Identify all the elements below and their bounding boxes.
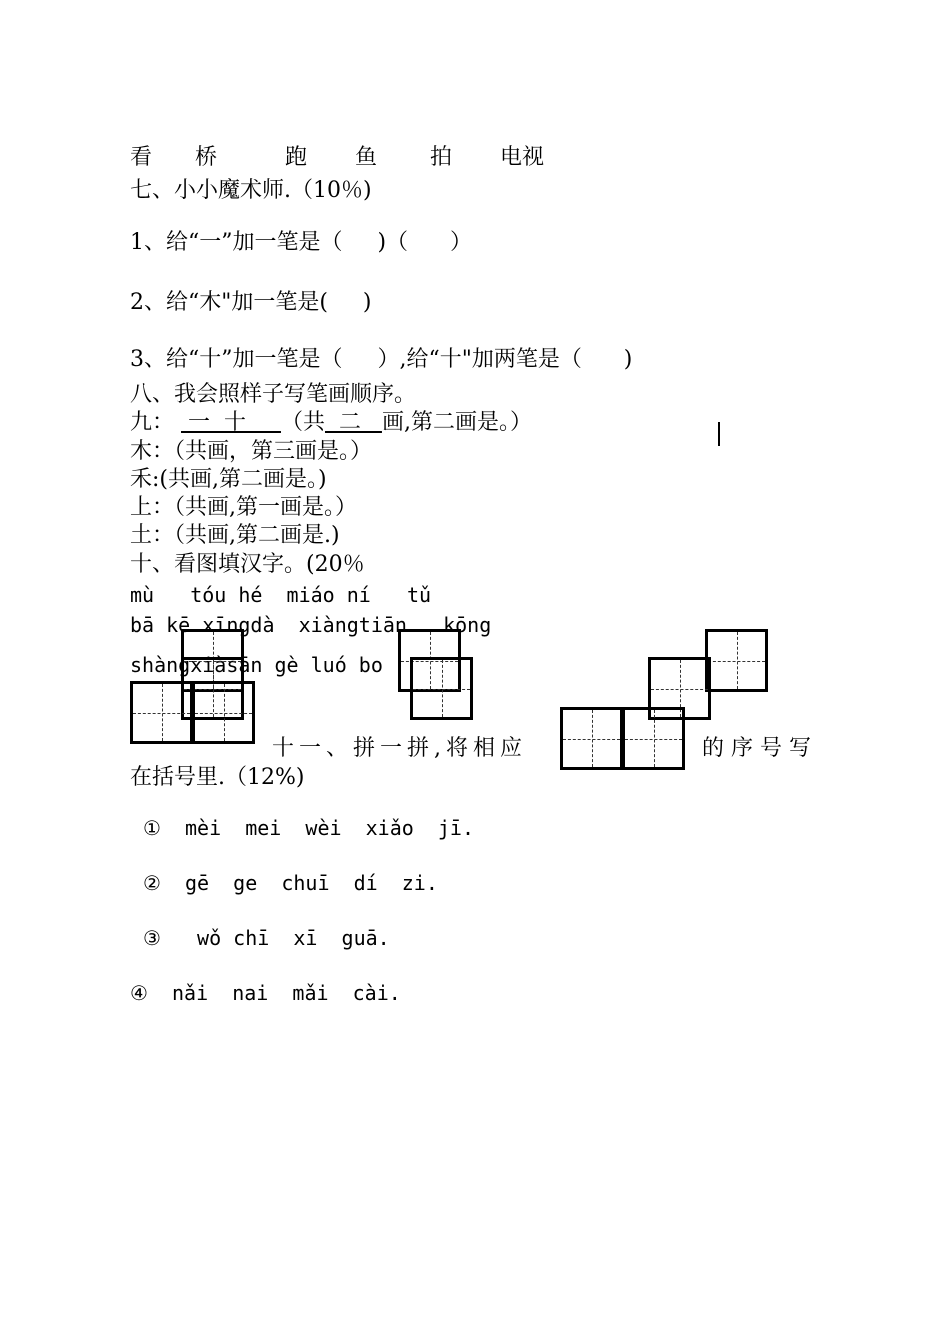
section11-item-3: ③ wǒ chī xī guā.	[143, 926, 390, 950]
section8-example	[130, 410, 532, 436]
word-5: 拍	[430, 145, 453, 170]
section8-row-1: 木：（共画，第三画是。）	[130, 439, 373, 464]
section11-title-part1: 十一、拼一拼,将相应	[272, 736, 527, 761]
example-suffix: 画,第二画是。）	[381, 410, 532, 435]
writing-box	[560, 707, 623, 770]
stroke-bar-mark	[718, 422, 720, 446]
writing-box	[410, 657, 473, 720]
section10-title: 十、看图填汉字。(20％	[130, 552, 365, 577]
pinyin-line-3: shàngxiàsān gè luó bo	[130, 653, 383, 677]
writing-box	[622, 707, 685, 770]
section7-title: 七、小小魔术师.（10％)	[130, 178, 372, 203]
section8-row-2: 禾:(共画,第二画是。)	[130, 467, 327, 492]
pinyin-line-2: bā kē xīngdà xiàngtiān kōng	[130, 613, 492, 637]
word-1: 看	[130, 145, 153, 170]
section11-title-part2: 的序号写	[702, 736, 819, 761]
section7-q3: 3、给“十”加一笔是（ ）,给“十"加两笔是（ )	[130, 347, 633, 372]
section11-item-1: ① mèi mei wèi xiǎo jī.	[143, 816, 474, 840]
writing-box	[192, 681, 255, 744]
example-prefix: 九：	[130, 410, 175, 435]
example-count: 二	[324, 410, 382, 435]
example-strokes: 一 十	[181, 410, 281, 435]
section8-title: 八、我会照样子写笔画顺序。	[130, 382, 417, 407]
section8-row-3: 上：（共画,第一画是。）	[130, 495, 357, 520]
writing-box	[705, 629, 768, 692]
section7-q2: 2、给“木"加一笔是( )	[130, 290, 372, 315]
pinyin-line-1: mù tóu hé miáo ní tǔ	[130, 583, 432, 607]
section7-q1: 1、给“一”加一笔是（ )（ ）	[130, 230, 472, 255]
writing-box	[130, 681, 193, 744]
section11-item-4: ④ nǎi nai mǎi cài.	[130, 981, 401, 1005]
word-4: 鱼	[355, 145, 378, 170]
section11-title-line2: 在括号里.（12%)	[130, 765, 305, 790]
section8-row-4: 土：（共画,第二画是.)	[130, 523, 340, 548]
example-mid: （共	[280, 410, 325, 435]
word-3: 跑	[285, 145, 308, 170]
word-6: 电视	[500, 145, 545, 170]
word-2: 桥	[195, 145, 218, 170]
section11-item-2: ② gē ge chuī dí zi.	[143, 871, 438, 895]
